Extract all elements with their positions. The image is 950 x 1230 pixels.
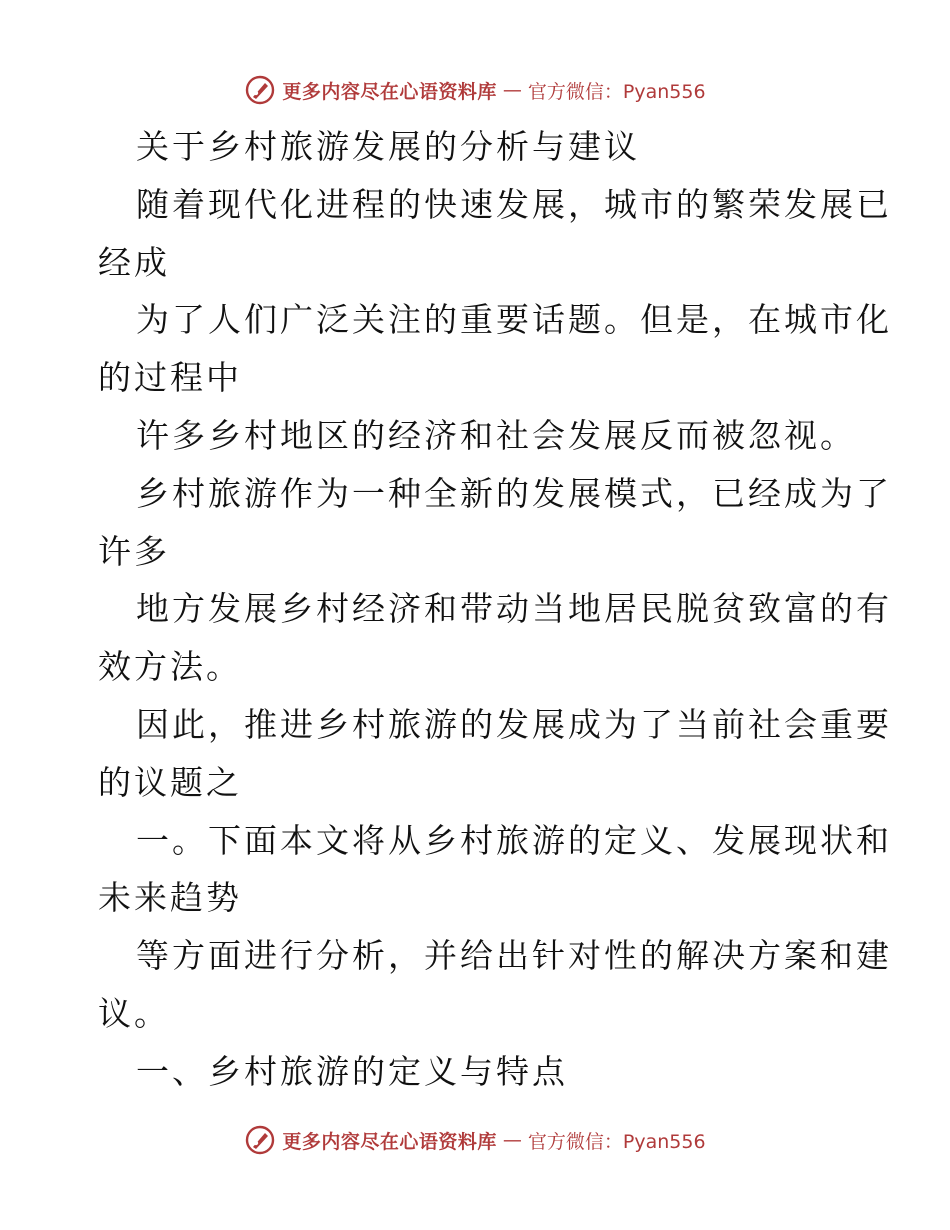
text-line: 许多 — [98, 531, 170, 571]
text-line: 随着现代化进程的快速发展，城市的繁荣发展已 — [136, 184, 892, 224]
text-line: 许多乡村地区的经济和社会发展反而被忽视。 — [136, 415, 856, 455]
text-line: 议。 — [98, 993, 170, 1033]
text-line: 等方面进行分析，并给出针对性的解决方案和建 — [136, 936, 892, 976]
text-line: 经成 — [98, 242, 170, 282]
watermark-suffix: 官方微信：Pyan556 — [527, 1130, 706, 1153]
text-line: 效方法。 — [98, 647, 242, 687]
watermark-dash: — — [502, 79, 522, 101]
header-watermark — [0, 70, 950, 110]
text-line: 未来趋势 — [98, 878, 242, 918]
text-line: 乡村旅游作为一种全新的发展模式，已经成为了 — [136, 473, 892, 513]
text-line: 地方发展乡村经济和带动当地居民脱贫致富的有 — [136, 589, 892, 629]
text-line: 一、乡村旅游的定义与特点 — [136, 1051, 568, 1091]
pen-circle-icon — [244, 1124, 276, 1156]
text-line: 关于乡村旅游发展的分析与建议 — [136, 127, 640, 166]
watermark-brand: 更多内容尽在心语资料库 — [282, 1130, 497, 1153]
footer-watermark — [0, 1120, 950, 1160]
pen-circle-icon — [244, 74, 276, 106]
text-line: 因此，推进乡村旅游的发展成为了当前社会重要 — [136, 704, 892, 744]
document-body — [98, 118, 892, 1101]
text-line: 一。下面本文将从乡村旅游的定义、发展现状和 — [136, 820, 892, 860]
text-line: 的过程中 — [98, 358, 242, 398]
watermark-dash: — — [502, 1129, 522, 1151]
text-line: 的议题之 — [98, 762, 242, 802]
text-line: 为了人们广泛关注的重要话题。但是，在城市化 — [136, 300, 892, 340]
watermark-suffix: 官方微信：Pyan556 — [527, 80, 706, 103]
watermark-brand: 更多内容尽在心语资料库 — [282, 80, 497, 103]
